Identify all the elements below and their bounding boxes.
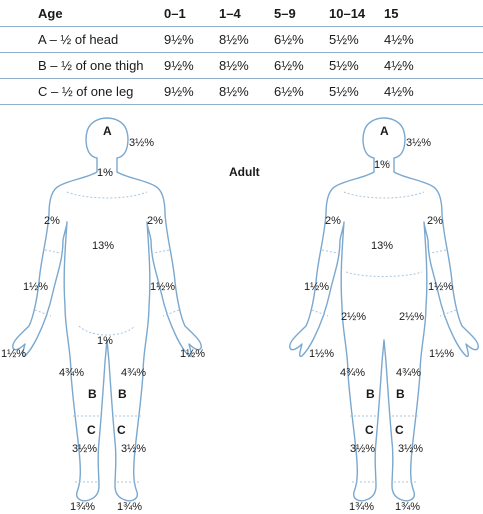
back-thigh-right-pct: 4¾% (396, 367, 422, 379)
back-trunk-pct: 13% (371, 240, 394, 252)
header-age-5-9: 5–9 (274, 5, 296, 21)
row-label: C – ½ of one leg (0, 79, 164, 105)
front-upper-arm-right-pct: 2% (147, 215, 163, 227)
back-leg-left-letter: C (365, 423, 374, 437)
table-cell: 6½% (274, 53, 329, 79)
diagram-title: Adult (229, 165, 260, 179)
table-cell: 5½% (329, 53, 384, 79)
back-head-letter: A (380, 124, 389, 138)
back-leg-left-pct: 3½% (350, 443, 376, 455)
back-leg-right-pct: 3½% (398, 443, 424, 455)
row-label: A – ½ of head (0, 27, 164, 53)
table-cell: 9½% (164, 79, 219, 105)
front-forearm-right-pct: 1½% (150, 281, 176, 293)
back-body-outline (290, 118, 479, 501)
header-age: Age (38, 5, 63, 21)
back-neck-pct: 1% (374, 159, 390, 171)
back-leg-right-letter: C (395, 423, 404, 437)
front-genitals-pct: 1% (97, 335, 113, 347)
table-cell: 4½% (384, 53, 483, 79)
front-leg-left-pct: 3½% (72, 443, 98, 455)
front-trunk-pct: 13% (92, 240, 115, 252)
front-foot-left-pct: 1¾% (70, 501, 96, 512)
back-forearm-left-pct: 1½% (304, 281, 330, 293)
table-row (0, 27, 483, 53)
table-cell: 9½% (164, 53, 219, 79)
table-cell: 5½% (329, 79, 384, 105)
back-hand-left-pct: 1½% (309, 348, 335, 360)
front-thigh-right-pct: 4¾% (121, 367, 147, 379)
back-upper-arm-right-pct: 2% (427, 215, 443, 227)
back-figure (290, 118, 479, 512)
back-hand-right-pct: 1½% (429, 348, 455, 360)
back-foot-left-pct: 1¾% (349, 501, 375, 512)
table-row (0, 79, 483, 105)
front-head-letter: A (103, 124, 112, 138)
back-forearm-right-pct: 1½% (428, 281, 454, 293)
table-cell: 6½% (274, 27, 329, 53)
back-head-pct: 3½% (406, 137, 432, 149)
front-thigh-left-letter: B (88, 387, 97, 401)
table-header-row (0, 0, 483, 27)
back-buttock-left-pct: 2½% (341, 311, 367, 323)
front-head-pct: 3½% (129, 137, 155, 149)
body-diagram (0, 112, 483, 512)
front-leg-right-letter: C (117, 423, 126, 437)
header-age-10-14: 10–14 (329, 5, 366, 21)
front-hand-right-pct: 1½% (180, 348, 206, 360)
front-hand-left-pct: 1½% (1, 348, 27, 360)
table-cell: 5½% (329, 27, 384, 53)
front-upper-arm-left-pct: 2% (44, 215, 60, 227)
table-cell: 6½% (274, 79, 329, 105)
table-cell: 8½% (219, 53, 274, 79)
front-neck-pct: 1% (97, 167, 113, 179)
front-forearm-left-pct: 1½% (23, 281, 49, 293)
front-thigh-right-letter: B (118, 387, 127, 401)
row-label: B – ½ of one thigh (0, 53, 164, 79)
front-leg-right-pct: 3½% (121, 443, 147, 455)
header-age-0-1: 0–1 (164, 5, 186, 21)
table-cell: 8½% (219, 79, 274, 105)
table-row (0, 53, 483, 79)
back-thigh-left-pct: 4¾% (340, 367, 366, 379)
back-buttock-right-pct: 2½% (399, 311, 425, 323)
age-percentage-table (0, 0, 483, 105)
table-cell: 4½% (384, 27, 483, 53)
header-age-1-4: 1–4 (219, 5, 241, 21)
table-cell: 8½% (219, 27, 274, 53)
back-thigh-right-letter: B (396, 387, 405, 401)
front-figure (1, 118, 205, 512)
front-foot-right-pct: 1¾% (117, 501, 143, 512)
front-thigh-left-pct: 4¾% (59, 367, 85, 379)
header-age-15: 15 (384, 5, 399, 21)
back-foot-right-pct: 1¾% (395, 501, 421, 512)
front-leg-left-letter: C (87, 423, 96, 437)
back-thigh-left-letter: B (366, 387, 375, 401)
back-upper-arm-left-pct: 2% (325, 215, 341, 227)
table-cell: 4½% (384, 79, 483, 105)
table-cell: 9½% (164, 27, 219, 53)
